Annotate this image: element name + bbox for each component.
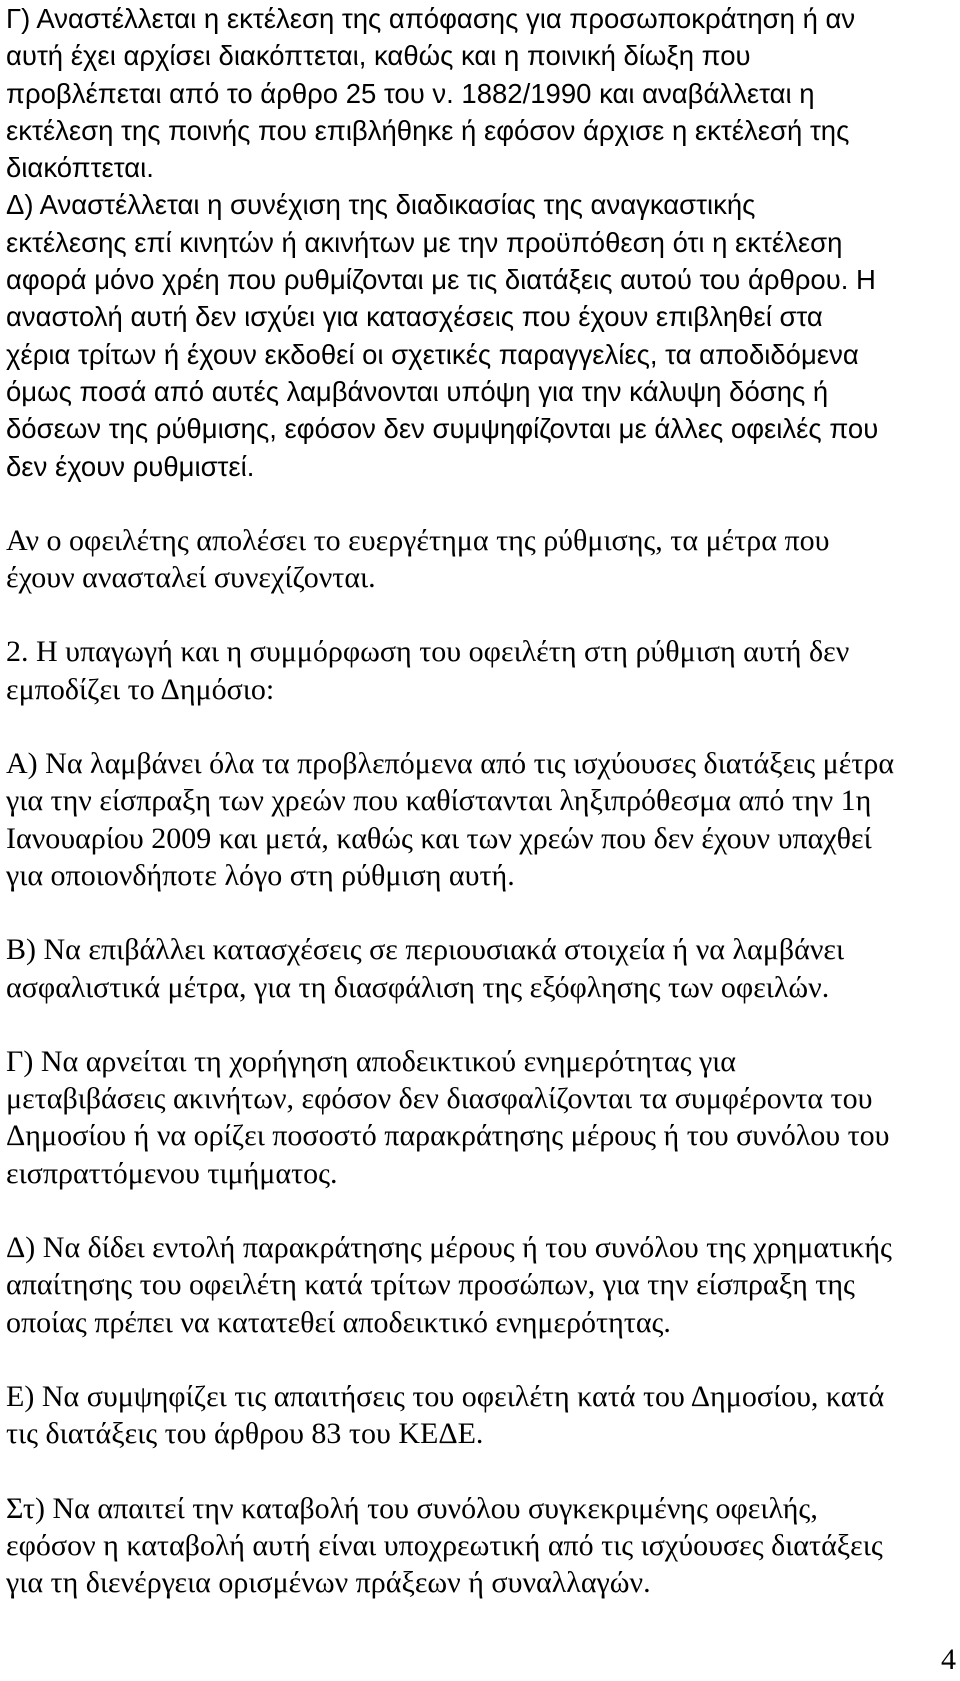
paragraph-item-d: Δ) Να δίδει εντολή παρακράτησης μέρους ή του συνόλου της χρηματικής απαίτησης του οφειλέτη κατά τρίτων προσώπων, για την είσπραξη της οποίας πρέπει να κατατεθεί αποδεικτικό ενημερότητας. xyxy=(6,1231,892,1339)
paragraph-suspension-measures: Γ) Αναστέλλεται η εκτέλεση της απόφασης για προσωποκράτηση ή αν αυτή έχει αρχίσει διακόπτεται, καθώς και η ποινική δίωξη που προβλέπεται από το άρθρο 25 του ν. 1882/1990 και αναβάλλεται η εκτέλεση της ποινής που επιβλήθηκε ή εφόσον άρχισε η εκτέλεσή της διακόπτεται. Δ) Αναστέλλεται η συνέχιση της διαδικασίας της αναγκαστικής εκτέλεσης επί κινητών ή ακινήτων με την προϋπόθεση ότι η εκτέλεση αφορά μόνο χρέη που ρυθμίζονται με τις διατάξεις αυτού του άρθρου. Η αναστολή αυτή δεν ισχύει για κατασχέσεις που έχουν επιβληθεί στα χέρια τρίτων ή έχουν εκδοθεί οι σχετικές παραγγελίες, τα αποδιδόμενα όμως ποσά από αυτές λαμβάνονται υπόψη για την κάλυψη δόσης ή δόσεων της ρύθμισης, εφόσον δεν συμψηφίζονται με άλλες οφειλές που δεν έχουν ρυθμιστεί. xyxy=(6,3,879,482)
paragraph-item-b: Β) Να επιβάλλει κατασχέσεις σε περιουσιακά στοιχεία ή να λαμβάνει ασφαλιστικά μέτρα, για τη διασφάλιση της εξόφλησης των οφειλών. xyxy=(6,933,845,1004)
page-number: 4 xyxy=(941,1643,956,1676)
paragraph-item-c: Γ) Να αρνείται τη χορήγηση αποδεικτικού ενημερότητας για μεταβιβάσεις ακινήτων, εφόσον δεν διασφαλίζονται τα συμφέροντα του Δημοσίου ή να ορίζει ποσοστό παρακράτησης μέρους ή του συνόλου του εισπραττόμενου τιμήματος. xyxy=(6,1044,890,1190)
paragraph-item-a: Α) Να λαμβάνει όλα τα προβλεπόμενα από τις ισχύουσες διατάξεις μέτρα για την είσπραξη των χρεών που καθίστανται ληξιπρόθεσμα από την 1η Ιανουαρίου 2009 και μετά, καθώς και των χρεών που δεν έχουν υπαχθεί για οποιονδήποτε λόγο στη ρύθμιση αυτή. xyxy=(6,747,895,892)
paragraph-item-st: Στ) Να απαιτεί την καταβολή του συνόλου συγκεκριμένης οφειλής, εφόσον η καταβολή αυτή είναι υποχρεωτική από τις ισχύουσες διατάξεις για τη διενέργεια ορισμένων πράξεων ή συναλλαγών. xyxy=(6,1491,883,1600)
paragraph-section-2-intro: 2. Η υπαγωγή και η συμμόρφωση του οφειλέτη στη ρύθμιση αυτή δεν εμποδίζει το Δημόσιο: xyxy=(6,635,850,706)
document-page xyxy=(6,0,896,1601)
paragraph-benefit-loss: Αν ο οφειλέτης απολέσει το ευεργέτημα της ρύθμισης, τα μέτρα που έχουν ανασταλεί συνεχίζονται. xyxy=(6,523,830,595)
paragraph-item-e: Ε) Να συμψηφίζει τις απαιτήσεις του οφειλέτη κατά του Δημοσίου, κατά τις διατάξεις του άρθρου 83 του ΚΕΔΕ. xyxy=(6,1379,885,1451)
